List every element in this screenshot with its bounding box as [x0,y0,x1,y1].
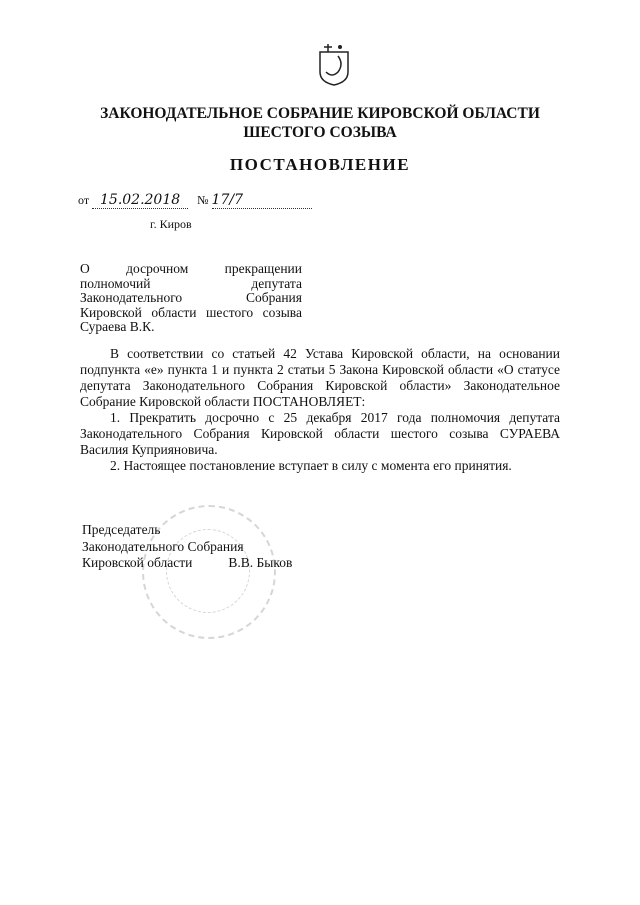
date-prefix: от [78,193,90,207]
subject: О досрочном прекращении полномочий депутата Законодательного Собрания Кировской области шестого созыва Сураева В.К. [80,261,302,334]
document-type: ПОСТАНОВЛЕНИЕ [229,155,411,174]
body-text [80,346,560,474]
signer-name: В.В. Быков [228,555,293,570]
date-number-line [78,192,312,209]
city: г. Киров [150,217,192,231]
signer-line-3 [82,555,292,572]
org-line-1: ЗАКОНОДАТЕЛЬНОЕ СОБРАНИЕ КИРОВСКОЙ ОБЛАСТИ [100,105,540,122]
organization-name [0,104,640,142]
org-line-2: ШЕСТОГО СОЗЫВА [243,124,397,141]
preamble: В соответствии со статьей 42 Устава Кировской области, на основании подпункта «е» пункта 1 и пункта 2 статьи 5 Закона Кировской области «О статусе депутата Законодательного Собрания Кировской области» Законодательное Собрание Кировской области ПОСТАНОВЛЯЕТ: [80,346,560,409]
date-value: 15.02.2018 [92,192,188,209]
number-value: 17/7 [212,192,312,209]
signature-block [82,522,292,572]
clause-1: 1. Прекратить досрочно с 25 декабря 2017 года полномочия депутата Законодательного Собрания Кировской области шестого созыва СУРАЕВА Василия Куприяновича. [80,410,560,457]
coat-of-arms-icon [318,42,350,86]
signer-title-1: Председатель [82,522,161,537]
signer-title-3: Кировской области [82,555,193,570]
signer-title-2: Законодательного Собрания [82,538,244,554]
number-prefix: № [197,193,209,207]
clause-2: 2. Настоящее постановление вступает в силу с момента его принятия. [110,458,512,473]
